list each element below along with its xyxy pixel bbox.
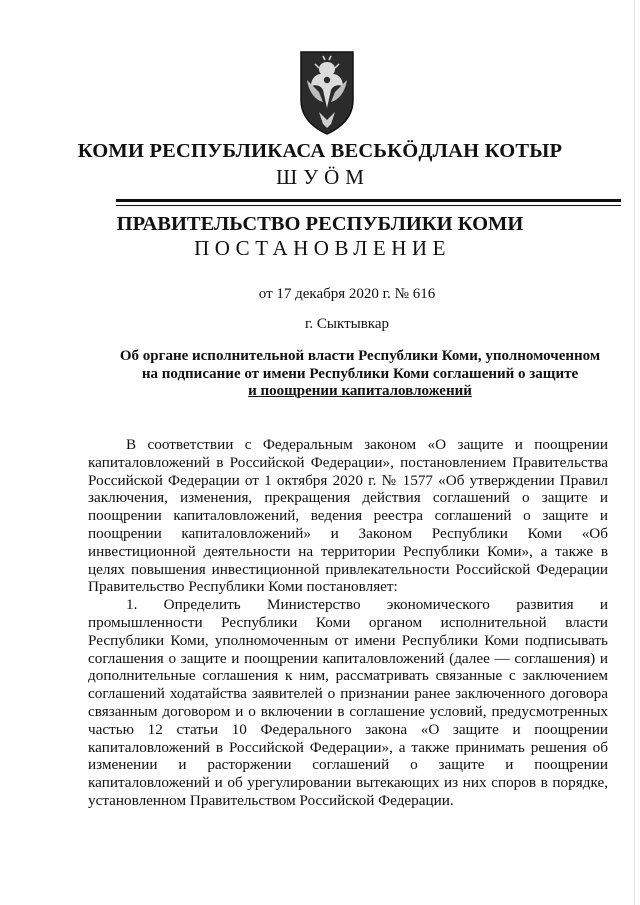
intro-paragraph: В соответствии с Федеральным законом «О защите и поощрении капиталовложений в Российской Федерации», постановлением Правительства Российской Федерации от 1 октября 2020 г. № 1577 «Об утверждении Правил заключения, изменения, прекращения действия соглашений о защите и поощрении капиталовложений, ведения реестра соглашений о защите и поощрении капиталовложений» и Законом Республики Коми «Об инвестиционной деятельности на территории Республики Коми», а также в целях повышения инвестиционной привлекательности Российской Федерации Правительство Республики Коми постановляет:	[88, 436, 608, 596]
header-divider-thick	[116, 199, 621, 202]
header-divider-thin	[116, 205, 621, 206]
komi-government-title: КОМИ РЕСПУБЛИКАСА ВЕСЬКӦДЛАН КОТЫР	[77, 140, 563, 162]
document-title	[96, 348, 624, 401]
scan-edge-line	[634, 0, 635, 905]
document-title-line: на подписание от имени Республики Коми соглашений о защите	[141, 365, 579, 382]
document-title-line: и поощрении капиталовложений	[248, 383, 472, 399]
komi-document-type: ШУӦМ	[276, 165, 370, 189]
komi-coat-of-arms-emblem	[297, 50, 357, 136]
item-1-paragraph: 1. Определить Министерство экономического развития и промышленности Республики Коми органом исполнительной власти Республики Коми, уполномоченным от имени Республики Коми подписывать соглашения о защите и поощрении капиталовложений (далее — соглашения) и дополнительные соглашения к ним, рассматривать связанные с заключением соглашений ходатайства заявителей о признании ранее заключенного договора связанным договором и о включении в соглашение условий, предусмотренных частью 12 статьи 10 Федерального закона «О защите и поощрении капиталовложений в Российской Федерации», а также принимать решения об изменении и расторжении соглашений о защите и поощрении капиталовложений и об урегулировании вытекающих из них споров в порядке, установленном Правительством Российской Федерации.	[88, 596, 608, 809]
document-title-line: Об органе исполнительной власти Республики Коми, уполномоченном	[119, 348, 601, 364]
government-title: ПРАВИТЕЛЬСТВО РЕСПУБЛИКИ КОМИ	[116, 213, 524, 235]
document-city: г. Сыктывкар	[304, 316, 390, 332]
document-body	[88, 436, 608, 810]
document-type: ПОСТАНОВЛЕНИЕ	[194, 236, 451, 260]
document-date-number: от 17 декабря 2020 г. № 616	[258, 286, 436, 302]
